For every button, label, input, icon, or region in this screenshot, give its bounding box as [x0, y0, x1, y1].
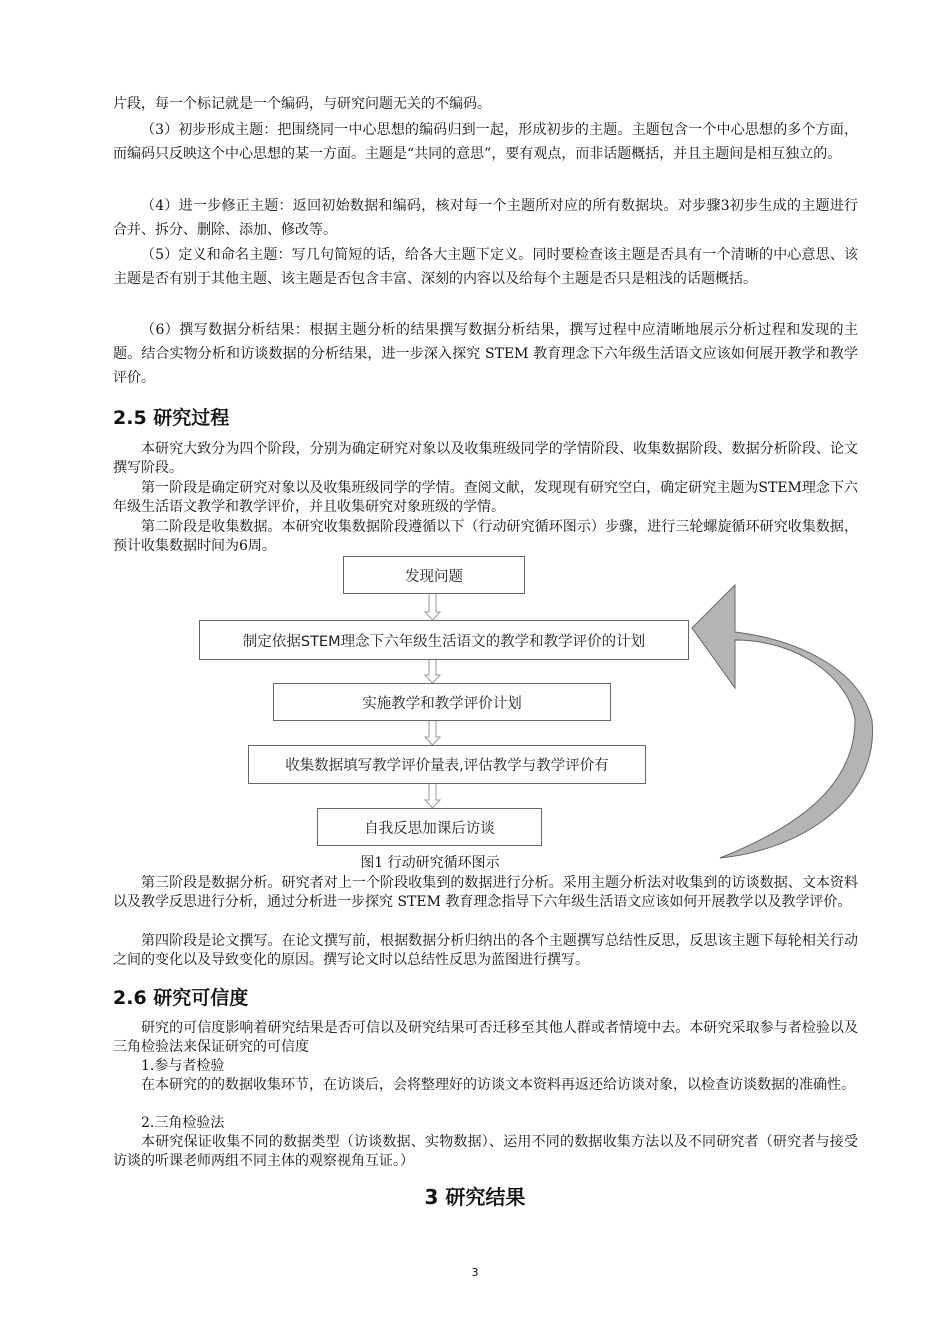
step-box-2: 制定依据STEM理念下六年级生活语文的教学和教学评价的计划 [199, 620, 689, 660]
connector-arrow-2 [425, 658, 440, 683]
paragraph-step-5: （5）定义和命名主题：写几句简短的话，给各大主题下定义。同时要检查该主题是否具有一个清晰的中心意思、该主题是否有别于其他主题、该主题是否包含丰富、深刻的内容以及给每个主题是否只是粗浅的话题概括。 [113, 247, 858, 287]
item-text-participant-check: 在本研究的的数据收集环节，在访谈后，会将整理好的访谈文本资料再返还给访谈对象，以检查访谈数据的准确性。 [141, 1077, 855, 1093]
item-title-participant-check: 1.参与者检验 [141, 1058, 225, 1074]
page-number: 3 [471, 1266, 479, 1279]
paragraph-stage-3: 第三阶段是数据分析。研究者对上一个阶段收集到的数据进行分析。采用主题分析法对收集到的访谈数据、文本资料以及教学反思进行分析，通过分析进一步探究 STEM 教育理念指导下六年级生活语文应该如何开展教学以及教学评价。 [113, 875, 858, 910]
step-box-5: 自我反思加课后访谈 [317, 808, 542, 846]
section-heading-3: 3 研究结果 [424, 1185, 526, 1209]
section-heading-2-5: 2.5 研究过程 [113, 407, 230, 429]
item-title-triangulation: 2.三角检验法 [141, 1115, 225, 1131]
paragraph-step-4: （4）进一步修正主题：返回初始数据和编码，核对每一个主题所对应的所有数据块。对步骤3初步生成的主题进行合并、拆分、删除、添加、修改等。 [113, 198, 858, 238]
curved-return-arrow [692, 585, 873, 858]
step-box-3: 实施教学和教学评价计划 [273, 683, 611, 721]
paragraph-step-6: （6）撰写数据分析结果：根据主题分析的结果撰写数据分析结果，撰写过程中应清晰地展示分析过程和发现的主题。结合实物分析和访谈数据的分析结果，进一步深入探究 STEM 教育理念下六年级生活语文应该如何展开教学和教学评价。 [113, 322, 858, 386]
step-box-1: 发现问题 [343, 556, 525, 594]
figure-caption: 图1 行动研究循环图示 [360, 855, 500, 871]
step-box-4: 收集数据填写教学评价量表,评估教学与教学评价有 [248, 745, 646, 784]
connector-arrow-3 [425, 719, 440, 745]
paragraph-stage-2: 第二阶段是收集数据。本研究收集数据阶段遵循以下（行动研究循环图示）步骤，进行三轮螺旋循环研究收集数据，预计收集数据时间为6周。 [113, 519, 858, 554]
connector-arrow-1 [425, 592, 440, 620]
section-heading-2-6: 2.6 研究可信度 [113, 987, 249, 1009]
item-text-triangulation: 本研究保证收集不同的数据类型（访谈数据、实物数据）、运用不同的数据收集方法以及不同研究者（研究者与接受访谈的听课老师两组不同主体的观察视角互证。） [113, 1134, 858, 1169]
paragraph-step-3: （3）初步形成主题：把围绕同一中心思想的编码归到一起，形成初步的主题。主题包含一个中心思想的多个方面，而编码只反映这个中心思想的某一方面。主题是“共同的意思”，要有观点，而非话题概括，并且主题间是相互独立的。 [113, 122, 858, 162]
paragraph-2-6-intro: 研究的可信度影响着研究结果是否可信以及研究结果可否迁移至其他人群或者情境中去。本研究采取参与者检验以及三角检验法来保证研究的可信度 [113, 1020, 858, 1055]
paragraph-continued: 片段，每一个标记就是一个编码，与研究问题无关的不编码。 [113, 96, 491, 112]
connector-arrow-4 [425, 782, 440, 808]
paragraph-stage-1: 第一阶段是确定研究对象以及收集班级同学的学情。查阅文献，发现现有研究空白，确定研究主题为STEM理念下六年级生活语文教学和教学评价，并且收集研究对象班级的学情。 [113, 480, 858, 515]
paragraph-stage-4: 第四阶段是论文撰写。在论文撰写前，根据数据分析归纳出的各个主题撰写总结性反思，反思该主题下每轮相关行动之间的变化以及导致变化的原因。撰写论文时以总结性反思为蓝图进行撰写。 [113, 933, 858, 968]
paragraph-2-5-intro: 本研究大致分为四个阶段，分别为确定研究对象以及收集班级同学的学情阶段、收集数据阶段、数据分析阶段、论文撰写阶段。 [113, 441, 858, 476]
